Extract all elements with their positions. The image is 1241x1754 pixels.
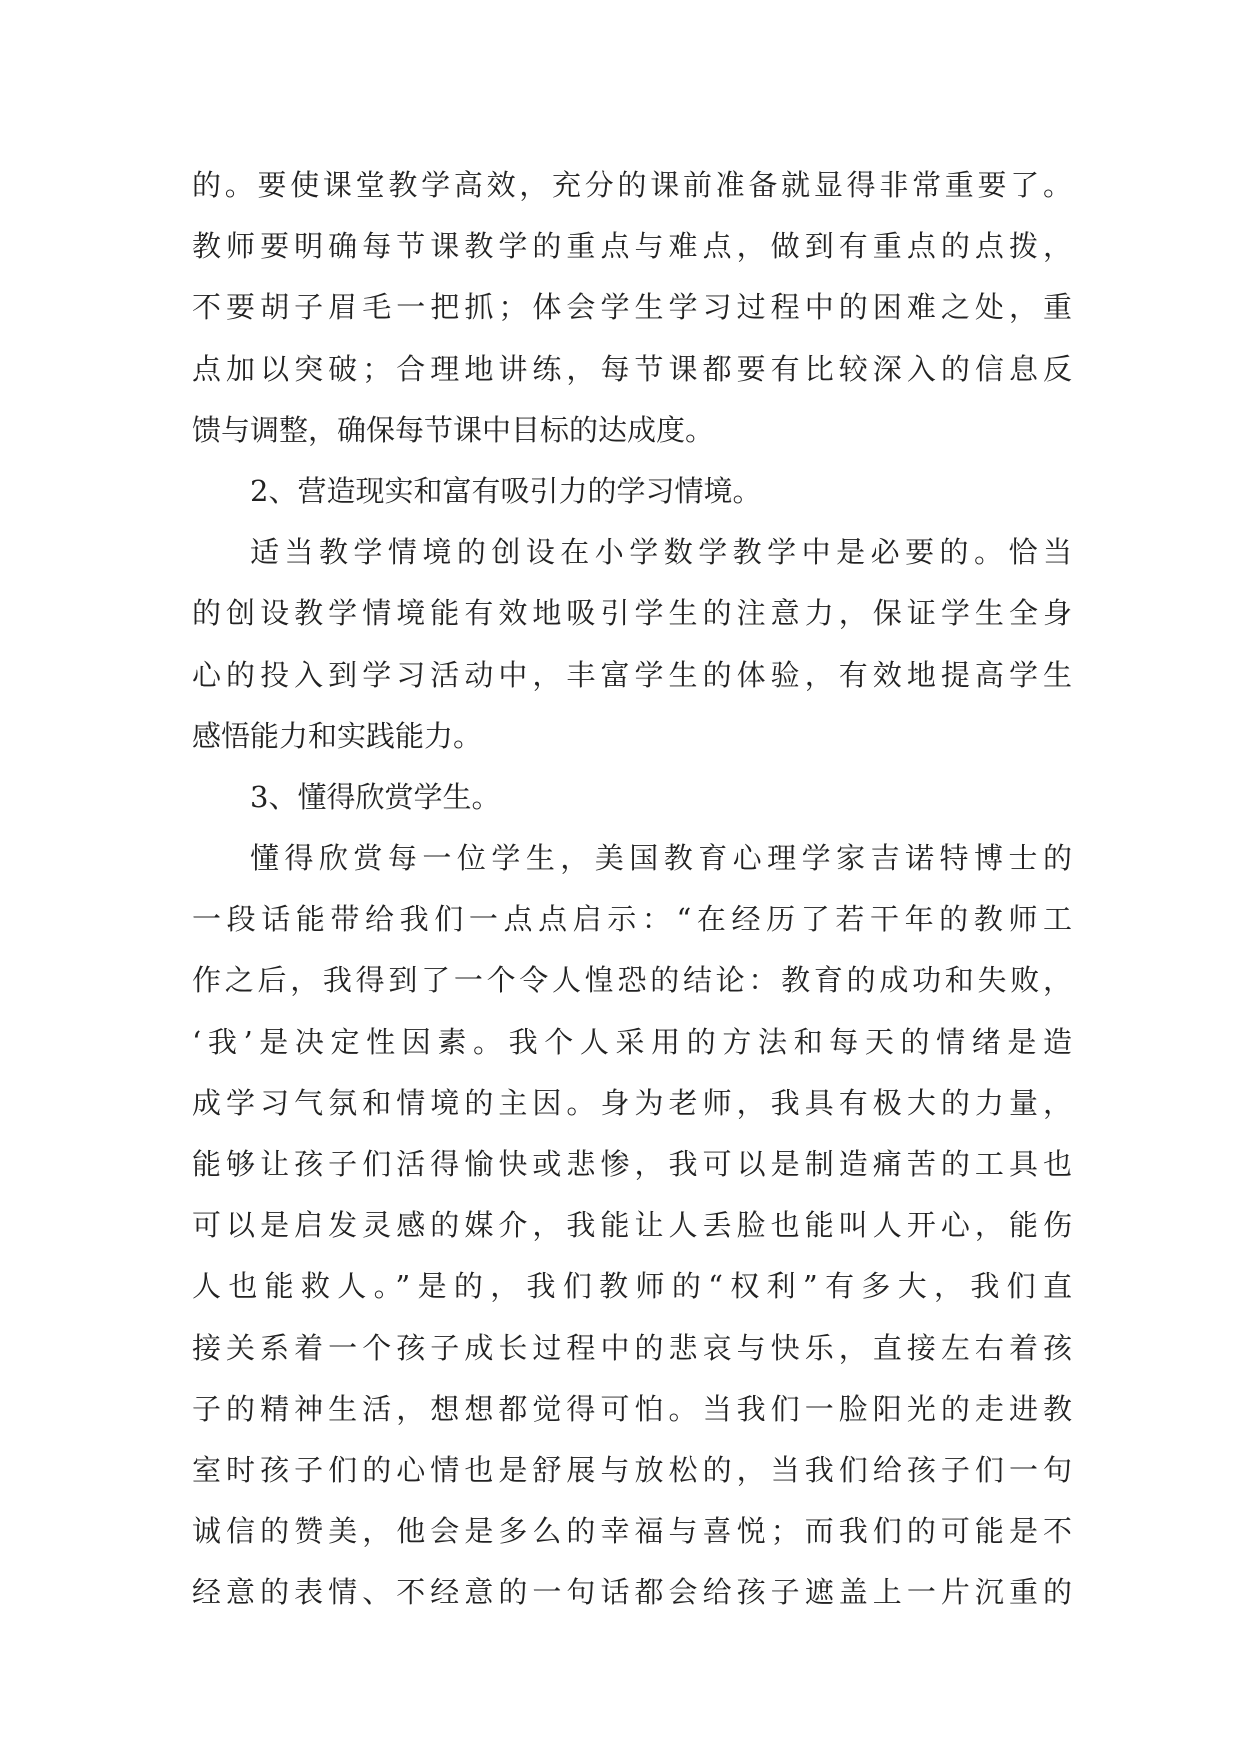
document-body	[192, 155, 1072, 1624]
text-line: 教师要明确每节课教学的重点与难点，做到有重点的点拨，	[192, 229, 1072, 264]
text-line: 可以是启发灵感的媒介，我能让人丢脸也能叫人开心，能伤	[192, 1208, 1072, 1243]
text-line: ‘我’是决定性因素。我个人采用的方法和每天的情绪是造	[192, 1024, 1072, 1059]
text-line: 馈与调整，确保每节课中目标的达成度。	[192, 412, 715, 447]
text-line: 子的精神生活，想想都觉得可怕。当我们一脸阳光的走进教	[192, 1391, 1072, 1426]
text-line: 能够让孩子们活得愉快或悲惨，我可以是制造痛苦的工具也	[192, 1147, 1072, 1181]
text-line: 点加以突破；合理地讲练，每节课都要有比较深入的信息反	[192, 351, 1072, 386]
text-line: 的。要使课堂教学高效，充分的课前准备就显得非常重要了。	[192, 168, 1072, 202]
text-line: 成学习气氛和情境的主因。身为老师，我具有极大的力量，	[192, 1085, 1072, 1120]
text-line: 懂得欣赏每一位学生，美国教育心理学家吉诺特博士的	[250, 841, 1072, 876]
text-line: 的创设教学情境能有效地吸引学生的注意力，保证学生全身	[192, 596, 1072, 631]
section-heading: 3、懂得欣赏学生。	[250, 779, 501, 814]
text-line: 不要胡子眉毛一把抓；体会学生学习过程中的困难之处，重	[192, 290, 1072, 325]
text-line: 感悟能力和实践能力。	[192, 718, 483, 753]
section-heading: 2、营造现实和富有吸引力的学习情境。	[250, 473, 762, 508]
text-line: 经意的表情、不经意的一句话都会给孩子遮盖上一片沉重的	[192, 1575, 1072, 1610]
text-line: 适当教学情境的创设在小学数学教学中是必要的。恰当	[250, 535, 1072, 570]
text-line: 作之后，我得到了一个令人惶恐的结论：教育的成功和失败，	[192, 963, 1072, 998]
text-line: 诚信的赞美，他会是多么的幸福与喜悦；而我们的可能是不	[192, 1514, 1072, 1549]
text-line: 接关系着一个孩子成长过程中的悲哀与快乐，直接左右着孩	[192, 1330, 1072, 1365]
text-line: 一段话能带给我们一点点启示：“在经历了若干年的教师工	[192, 902, 1072, 937]
text-line: 人也能救人。”是的，我们教师的“权利”有多大，我们直	[192, 1269, 1072, 1304]
text-line: 室时孩子们的心情也是舒展与放松的，当我们给孩子们一句	[192, 1452, 1072, 1487]
text-line: 心的投入到学习活动中，丰富学生的体验，有效地提高学生	[192, 657, 1072, 692]
